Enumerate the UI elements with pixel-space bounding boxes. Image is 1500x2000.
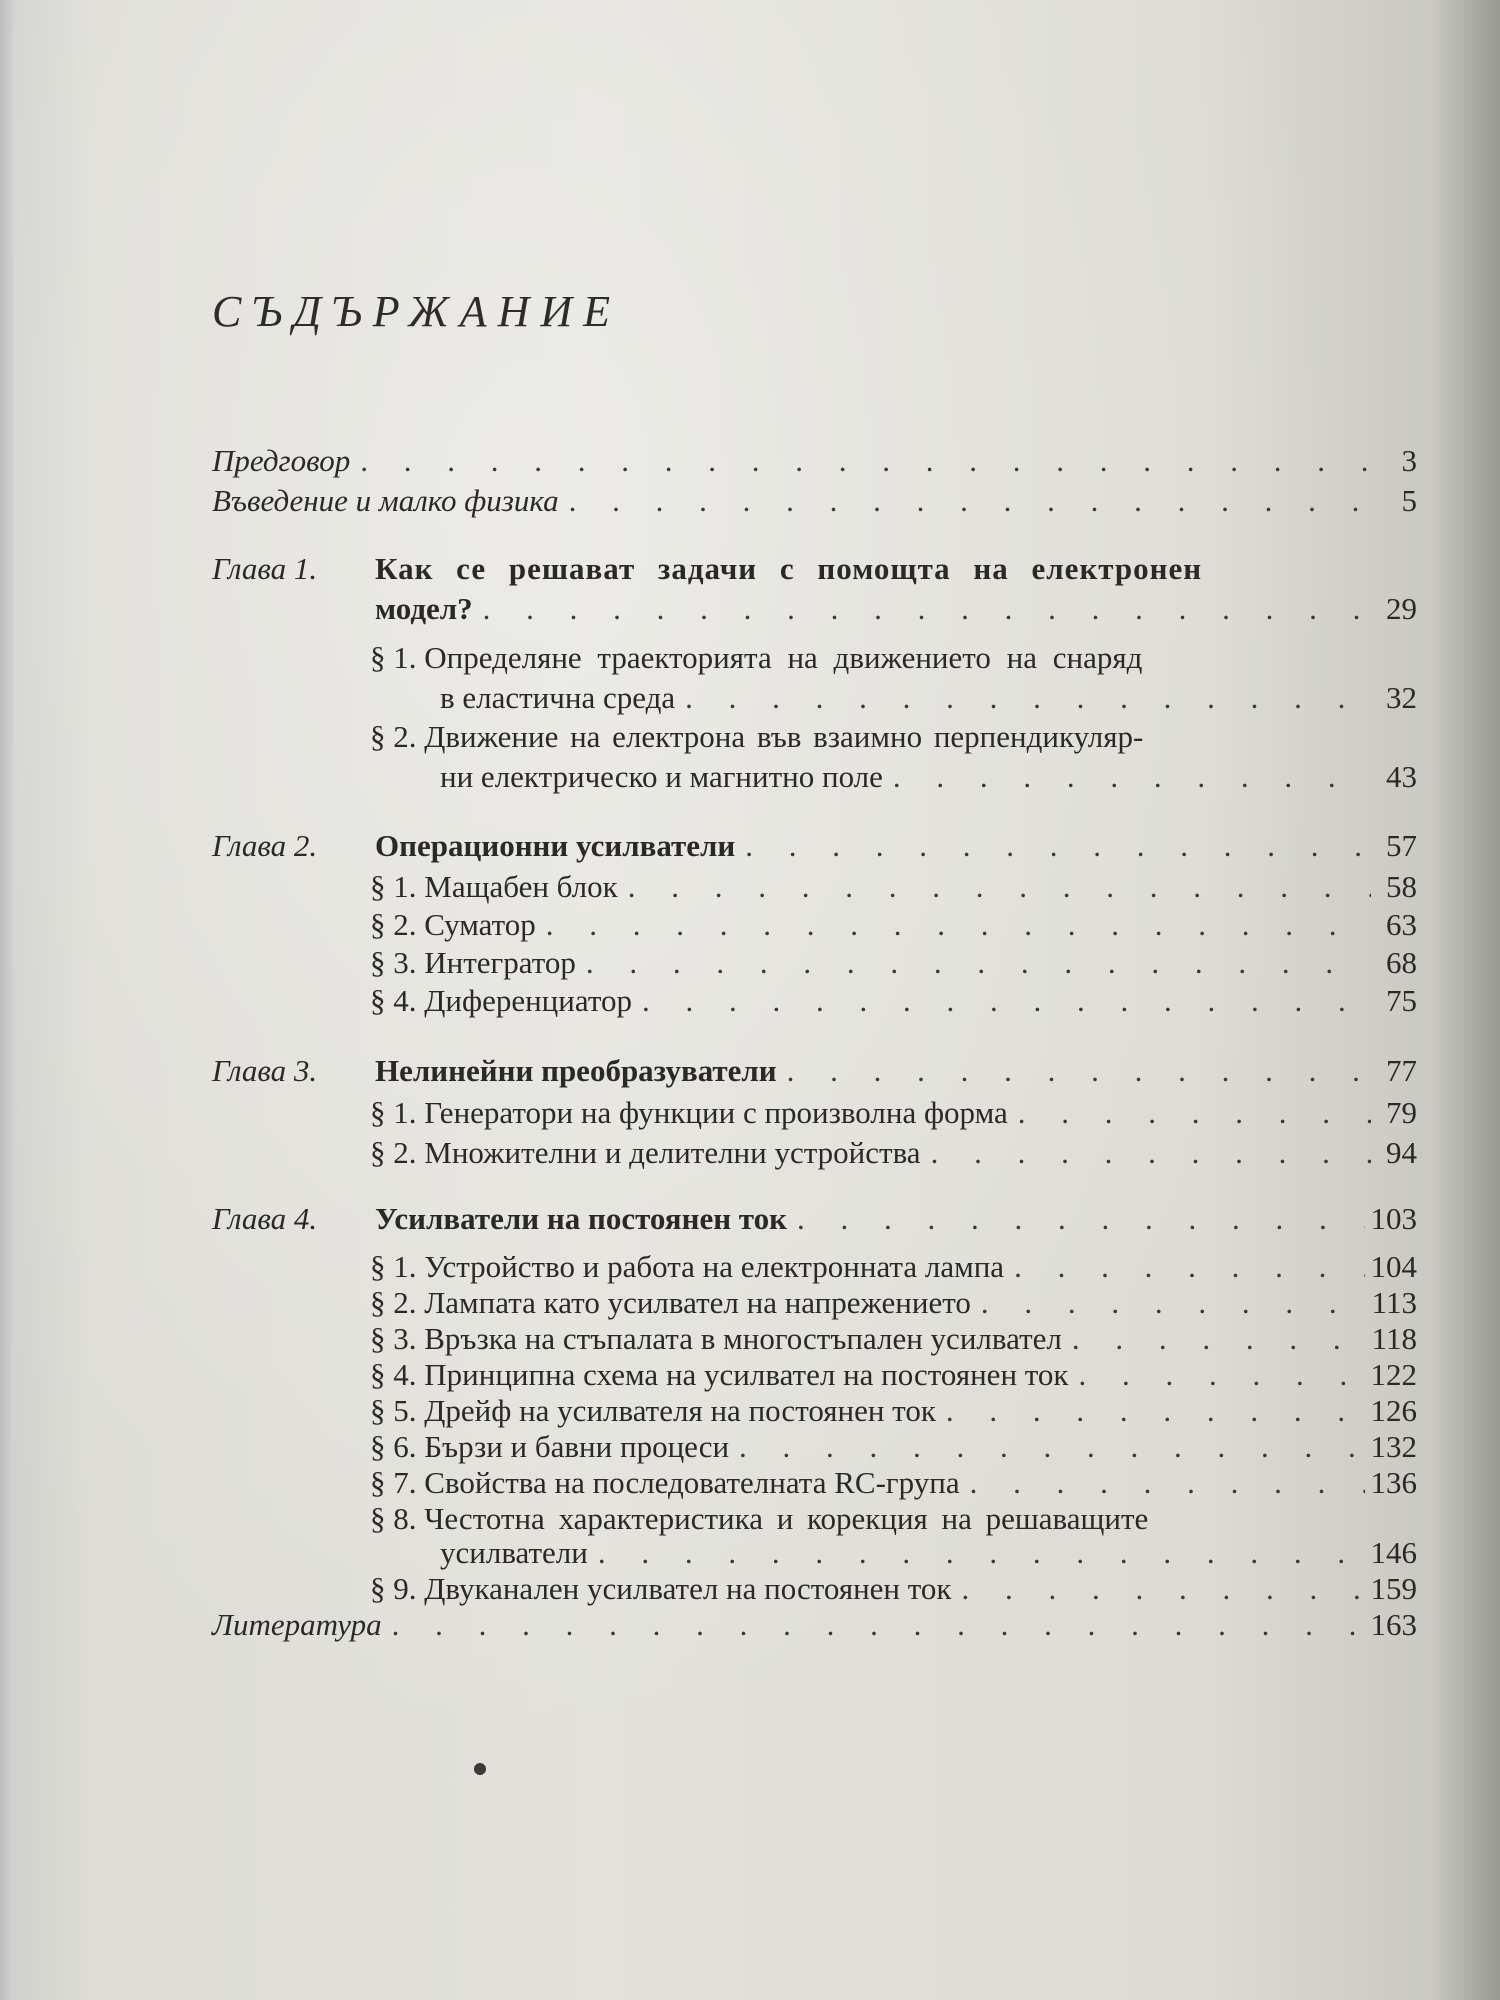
ch1-section-2-line1 [370, 717, 1143, 757]
chapter-title-cont: модел? [375, 591, 473, 626]
page-number: 146 [1370, 1535, 1417, 1570]
page-number: 136 [1370, 1465, 1417, 1500]
ch4-section-5 [370, 1391, 1417, 1431]
section-title: Лампата като усилвател на напрежението [424, 1285, 971, 1320]
page-number: 122 [1370, 1357, 1417, 1392]
page-binding-shadow [1430, 0, 1500, 2000]
section-number: § 4. [370, 1357, 417, 1392]
section-number: § 1. [370, 869, 417, 904]
section-title: Дрейф на усилвателя на постоянен ток [424, 1393, 936, 1428]
chapter-title: Операционни усилватели [375, 828, 736, 863]
section-title: Честотна характеристика и корекция на решаващите [424, 1501, 1149, 1536]
page-number: 132 [1370, 1429, 1417, 1464]
page-number: 43 [1386, 759, 1417, 794]
dot-leader [569, 481, 1371, 521]
section-number: § 1. [370, 1095, 417, 1130]
section-title-cont: ни електрическо и магнитно поле [440, 759, 883, 794]
page-number: 79 [1386, 1095, 1417, 1130]
section-title: Определяне траекторията на движението на снаряд [424, 640, 1143, 675]
ch3-section-1 [370, 1093, 1417, 1133]
page-number: 57 [1386, 828, 1417, 863]
dot-leader [628, 867, 1371, 907]
ch1-section-2-line2 [440, 757, 1417, 797]
chapter-prefix: Глава 2. [212, 828, 318, 863]
dot-leader [483, 589, 1371, 629]
ch2-section-2 [370, 905, 1417, 945]
section-title: Генератори на функции с произволна форма [424, 1095, 1008, 1130]
toc-entry-bibliography [212, 1605, 1417, 1645]
section-title: Бързи и бавни процеси [424, 1429, 730, 1464]
section-number: § 3. [370, 1321, 417, 1356]
section-title: Суматор [424, 907, 536, 942]
chapter-title: Усилватели на постоянен ток [375, 1201, 787, 1236]
dot-leader [642, 981, 1371, 1021]
ch1-section-1-line1 [370, 638, 1142, 678]
dot-leader [546, 905, 1371, 945]
ch4-section-2 [370, 1283, 1417, 1323]
ch4-section-7 [370, 1463, 1417, 1503]
toc-entry-preface [212, 441, 1417, 481]
page-left-edge [0, 0, 14, 2000]
page-number: 77 [1386, 1053, 1417, 1088]
ch4-section-3 [370, 1319, 1417, 1359]
ink-spot [474, 1763, 486, 1775]
chapter-prefix: Глава 4. [212, 1201, 318, 1236]
section-number: § 5. [370, 1393, 417, 1428]
section-title: Движение на електрона във взаимно перпендикуляр- [424, 719, 1144, 754]
page-number: 29 [1386, 591, 1417, 626]
dot-leader [1014, 1247, 1364, 1287]
chapter-title: Как се решават задачи с помощта на електронен [375, 551, 1203, 586]
section-number: § 2. [370, 719, 417, 754]
page-number: 113 [1371, 1285, 1417, 1320]
chapter-3-entry [212, 1051, 1417, 1091]
dot-leader [970, 1463, 1365, 1503]
ch4-section-8-line2 [440, 1533, 1417, 1573]
entry-label: Литература [212, 1607, 382, 1642]
chapter-1-heading [212, 549, 1202, 589]
ch2-section-3 [370, 943, 1417, 983]
section-title: Свойства на последователната RC-група [424, 1465, 960, 1500]
section-number: § 8. [370, 1501, 417, 1536]
page-number: 3 [1401, 443, 1417, 478]
page-number: 104 [1370, 1249, 1417, 1284]
dot-leader [1078, 1355, 1364, 1395]
section-number: § 6. [370, 1429, 417, 1464]
toc-entry-introduction [212, 481, 1417, 521]
dot-leader [797, 1199, 1365, 1239]
dot-leader [961, 1569, 1364, 1609]
chapter-title: Нелинейни преобразуватели [375, 1053, 777, 1088]
toc-heading: СЪДЪРЖАНИЕ [212, 287, 622, 336]
dot-leader [1018, 1093, 1371, 1133]
section-title-cont: в еластична среда [440, 680, 676, 715]
page-number: 63 [1386, 907, 1417, 942]
section-number: § 1. [370, 640, 417, 675]
section-number: § 3. [370, 945, 417, 980]
ch4-section-1 [370, 1247, 1417, 1287]
chapter-prefix: Глава 3. [212, 1053, 318, 1088]
section-number: § 2. [370, 1135, 417, 1170]
dot-leader [981, 1283, 1366, 1323]
page-number: 5 [1401, 483, 1417, 518]
section-title: Мащабен блок [424, 869, 618, 904]
dot-leader [787, 1051, 1371, 1091]
dot-leader [598, 1533, 1365, 1573]
dot-leader [739, 1427, 1364, 1467]
chapter-1-title-cont [375, 589, 1417, 629]
ch4-section-6 [370, 1427, 1417, 1467]
page-number: 75 [1386, 983, 1417, 1018]
section-title: Връзка на стъпалата в многостъпален усилвател [424, 1321, 1062, 1356]
dot-leader [586, 943, 1371, 983]
dot-leader [893, 757, 1371, 797]
entry-label: Предговор [212, 443, 351, 478]
section-number: § 2. [370, 907, 417, 942]
entry-label: Въведение и малко физика [212, 483, 559, 518]
section-title: Диференциатор [424, 983, 632, 1018]
dot-leader [392, 1605, 1365, 1645]
dot-leader [685, 678, 1371, 718]
section-number: § 4. [370, 983, 417, 1018]
ch1-section-1-line2 [440, 678, 1417, 718]
section-title: Множителни и делителни устройства [424, 1135, 921, 1170]
section-title-cont: усилватели [440, 1535, 588, 1570]
section-title: Устройство и работа на електронната лампа [424, 1249, 1005, 1284]
dot-leader [1072, 1319, 1366, 1359]
dot-leader [745, 826, 1371, 866]
dot-leader [931, 1133, 1371, 1173]
chapter-4-entry [212, 1199, 1417, 1239]
page-number: 118 [1371, 1321, 1417, 1356]
section-number: § 7. [370, 1465, 417, 1500]
page-number: 163 [1370, 1607, 1417, 1642]
dot-leader [360, 441, 1371, 481]
page-number: 58 [1386, 869, 1417, 904]
ch4-section-9 [370, 1569, 1417, 1609]
page-number: 32 [1386, 680, 1417, 715]
ch2-section-1 [370, 867, 1417, 907]
page-number: 94 [1386, 1135, 1417, 1170]
ch4-section-4 [370, 1355, 1417, 1395]
dot-leader [946, 1391, 1365, 1431]
section-number: § 1. [370, 1249, 417, 1284]
section-number: § 9. [370, 1571, 417, 1606]
section-title: Принципна схема на усилвател на постоянен ток [424, 1357, 1069, 1392]
page-number: 68 [1386, 945, 1417, 980]
section-title: Интегратор [424, 945, 576, 980]
ch2-section-4 [370, 981, 1417, 1021]
section-number: § 2. [370, 1285, 417, 1320]
page-number: 126 [1370, 1393, 1417, 1428]
chapter-prefix: Глава 1. [212, 551, 318, 586]
section-title: Двуканален усилвател на постоянен ток [424, 1571, 952, 1606]
chapter-2-entry [212, 826, 1417, 866]
ch3-section-2 [370, 1133, 1417, 1173]
page-number: 103 [1370, 1201, 1417, 1236]
page-number: 159 [1370, 1571, 1417, 1606]
